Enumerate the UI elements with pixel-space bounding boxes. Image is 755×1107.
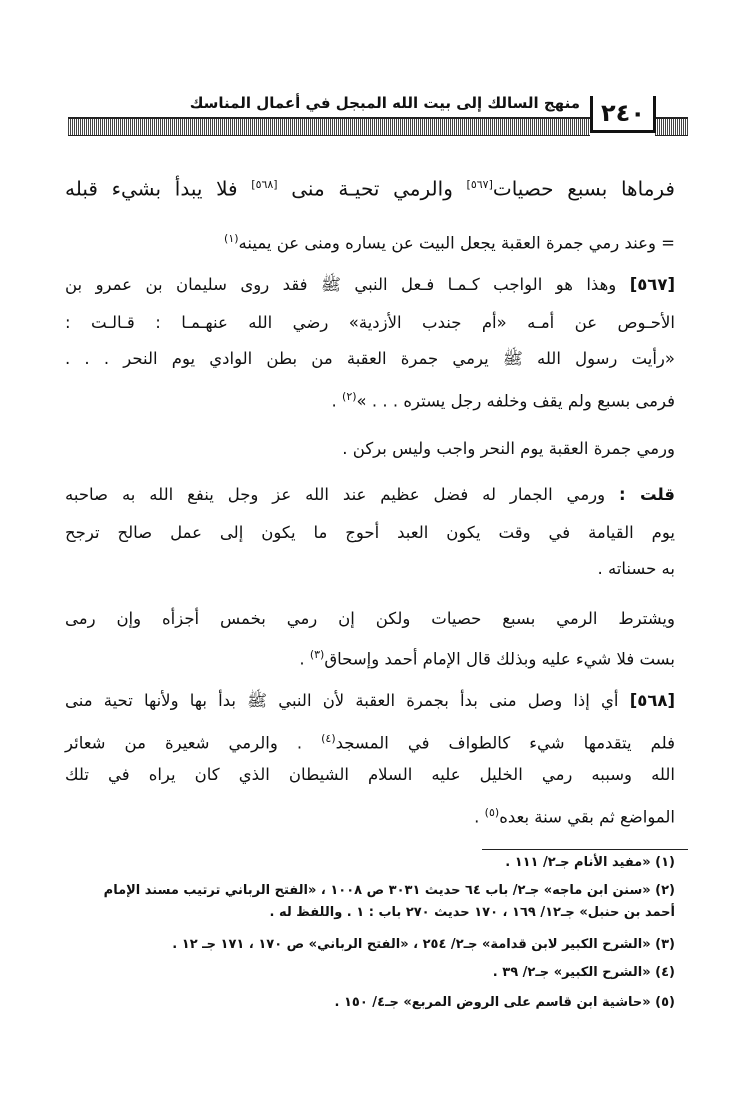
text-segment: فرماها بسبع حصيات (492, 176, 675, 201)
commentary-line (65, 688, 675, 714)
text-segment: به حسناته . (597, 559, 675, 578)
running-header-title: منهج السالك إلى بيت الله المبجل في أعمال المناسك (189, 94, 580, 112)
commentary-line (65, 272, 675, 298)
text-line (65, 226, 675, 257)
text-segment: . (299, 649, 310, 669)
footnote-ref: (٢) (342, 390, 357, 403)
text-segment: . (474, 807, 485, 827)
commentary-ref: [٥٦٨] (251, 178, 278, 191)
footnote: (١) «مفيد الأنام جـ٢/ ١١١ . (505, 855, 675, 870)
text-segment: فرمى بسبع ولم يقف وخلفه رجل يستره . . . » (356, 391, 675, 411)
footnote: (٥) «حاشية ابن قاسم على الروض المربع» جـ٤/ ١٥٠ . (334, 995, 675, 1010)
text-segment: وهذا هو الواجب كـمـا فـعل النبي ﷺ فقد روى سليمان بن عمرو بن (65, 275, 617, 294)
text-line (65, 762, 675, 788)
header-hatch-rule (68, 117, 590, 136)
text-segment: بست فلا شيء عليه وبذلك قال الإمام أحمد وإسحاق (324, 649, 675, 669)
page-number: ٢٤٠ (590, 96, 656, 133)
text-segment: المواضع ثم بقي سنة بعده (499, 807, 675, 827)
text-line (65, 606, 675, 632)
footnote-ref: (١) (224, 232, 239, 245)
text-line (65, 346, 675, 372)
text-segment: ورمي الجمار له فضل عظيم عند الله عز وجل ينفع الله به صاحبه (65, 485, 619, 504)
text-line (65, 310, 675, 336)
text-line (65, 726, 675, 757)
text-line (65, 172, 675, 202)
footnote-ref: (٥) (484, 806, 500, 819)
text-line (65, 800, 675, 831)
text-segment: والرمي تحيـة منى (277, 176, 467, 201)
footnote: (٤) «الشرح الكبير» جـ٢/ ٣٩ . (492, 965, 675, 980)
text-line (65, 556, 675, 582)
commentary-number: [٥٦٧] (629, 275, 675, 294)
text-line (65, 520, 675, 546)
header-hatch-rule-right (655, 117, 688, 136)
text-segment: . (331, 391, 343, 411)
footnote-ref: (٤) (321, 732, 336, 745)
text-segment: ورمي جمرة العقبة يوم النحر واجب وليس بركن . (342, 439, 675, 458)
text-line (65, 642, 675, 673)
text-line (65, 384, 675, 415)
footnote-separator (482, 849, 688, 850)
qultu-label: قلت : (618, 485, 675, 504)
footnote-ref: (٣) (309, 648, 325, 661)
text-segment: ويشترط الرمي بسبع حصيات ولكن إن رمي بخمس أجزأه وإن رمى (65, 609, 675, 628)
footnote: (٢) «سنن ابن ماجه» جـ٢/ باب ٦٤ حديث ٣٠٣١ ص ١٠٠٨ ، «الفتح الرباني ترتيب مسند الإمام (103, 883, 675, 898)
text-segment: «رأيت رسول الله ﷺ يرمي جمرة العقبة من بطن الوادي يوم النحر . . . (65, 349, 675, 368)
text-segment: = وعند رمي جمرة العقبة يجعل البيت عن يساره ومنى عن يمينه (238, 233, 675, 253)
commentary-number: [٥٦٨] (629, 691, 676, 710)
text-line (65, 436, 675, 462)
text-segment: الأحـوص عن أمـه «أم جندب الأزدية» رضي الله عنهـمـا : قـالـت : (65, 313, 675, 332)
text-segment: فلم يتقدمها شيء كالطواف في المسجد (335, 733, 675, 753)
text-segment: أي إذا وصل منى بدأ بجمرة العقبة لأن النبي ﷺ بدأ بها ولأنها تحية منى (65, 691, 619, 710)
text-line (65, 482, 675, 508)
text-segment: فلا يبدأ بشيء قبله (65, 176, 252, 201)
text-segment: . والرمي شعيرة من شعائر (65, 733, 322, 753)
commentary-ref: [٥٦٧] (466, 178, 493, 191)
footnote: (٣) «الشرح الكبير لابن قدامة» جـ٢/ ٢٥٤ ، «الفتح الرباني» ص ١٧٠ ، ١٧١ جـ ١٢ . (172, 937, 675, 952)
footnote: أحمد بن حنبل» جـ١٢/ ١٦٩ ، ١٧٠ حديث ٢٧٠ باب : ١ . واللفظ له . (269, 905, 675, 920)
text-segment: الله وسببه رمي الخليل عليه السلام الشيطان الذي كان يراه في تلك (65, 765, 675, 784)
text-segment: يوم القيامة في وقت يكون العبد أحوج ما يكون إلى عمل صالح ترجح (65, 523, 675, 542)
